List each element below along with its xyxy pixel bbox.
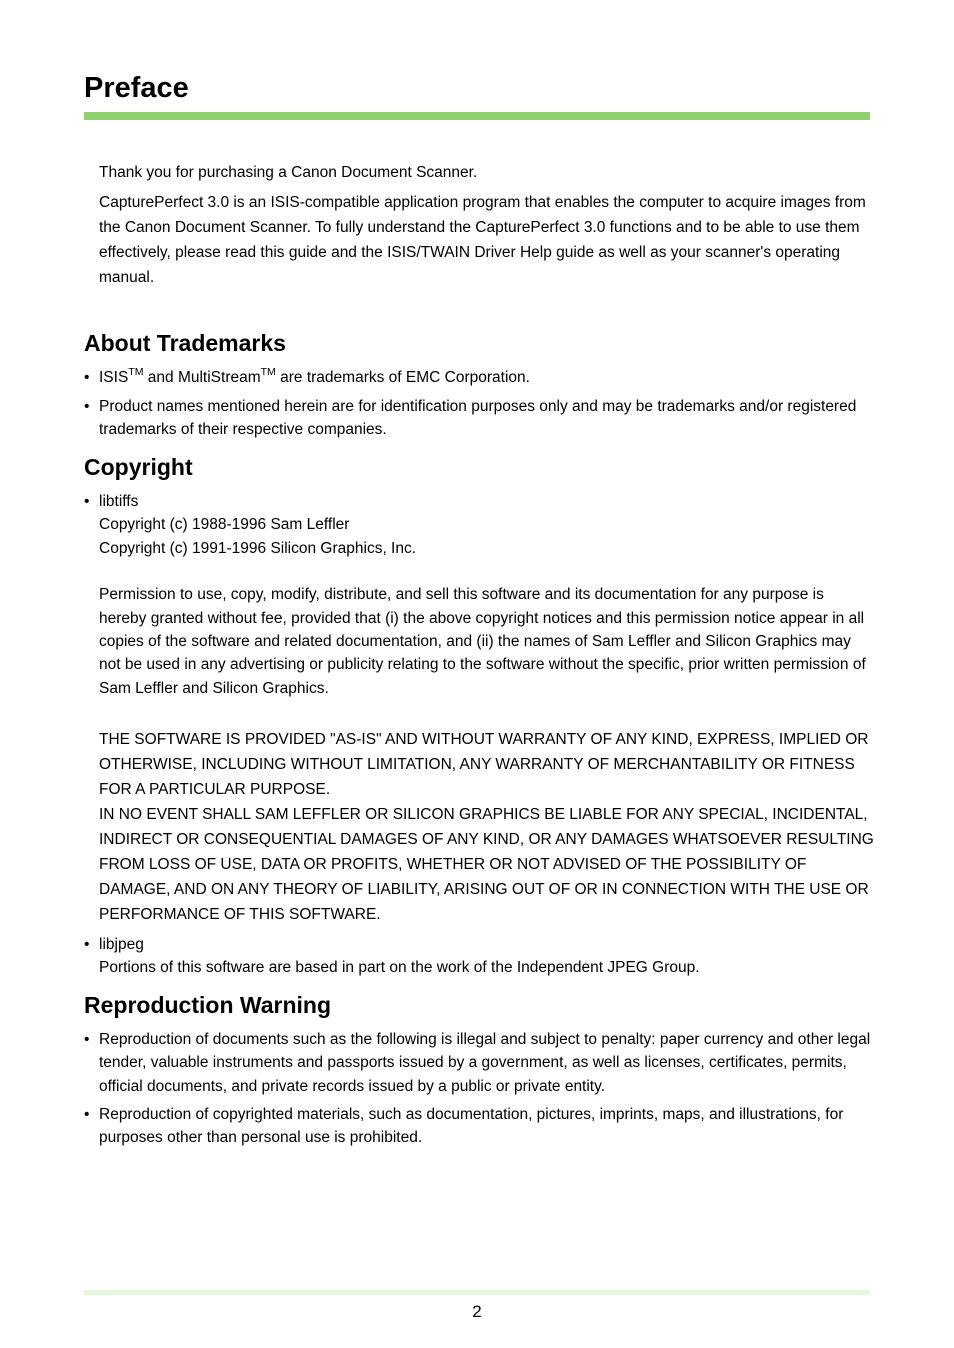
libtiff-liability: IN NO EVENT SHALL SAM LEFFLER OR SILICON GRAPHICS BE LIABLE FOR ANY SPECIAL, INCIDENTAL, INDIRECT OR CONSEQUENTIAL DAMAGES OF ANY KIND, OR ANY DAMAGES WHATSOEVER RESULTING FROM LOSS OF USE, DATA OR PROFITS, WHETHER OR NOT ADVISED OF THE POSSIBILITY OF DAMAGE, AND ON ANY THEORY OF LIABILITY, ARISING OUT OF OR IN CONNECTION WITH THE USE OR PERFORMANCE OF THIS SOFTWARE.	[99, 806, 874, 924]
bullet-icon: •	[84, 1031, 90, 1048]
trademark-item-isis	[84, 366, 874, 389]
libtiff-warranty: THE SOFTWARE IS PROVIDED "AS-IS" AND WITHOUT WARRANTY OF ANY KIND, EXPRESS, IMPLIED OR OTHERWISE, INCLUDING WITHOUT LIMITATION, ANY WARRANTY OF MERCHANTABILITY OR FITNESS FOR A PARTICULAR PURPOSE.	[99, 731, 869, 799]
trademark-symbol: TM	[260, 365, 276, 378]
libtiff-copyright-1: Copyright (c) 1988-1996 Sam Leffler	[99, 516, 350, 534]
bullet-icon: •	[84, 936, 90, 953]
trademark-owner: are trademarks of EMC Corporation.	[275, 369, 530, 386]
page-number: 2	[472, 1302, 482, 1321]
libtiff-copyright-2: Copyright (c) 1991-1996 Silicon Graphics, Inc.	[99, 539, 417, 557]
footer-divider	[84, 1290, 870, 1295]
trademark-symbol: TM	[128, 365, 144, 378]
trademark-item-text	[99, 366, 874, 389]
libjpeg-note: Portions of this software are based in part on the work of the Independent JPEG Group.	[99, 959, 700, 977]
intro-description: CapturePerfect 3.0 is an ISIS-compatible application program that enables the computer to acquire images from the Canon Document Scanner. To fully understand the CapturePerfect 3.0 functions and to be able to use them effectively, please read this guide and the ISIS/TWAIN Driver Help guide as well as your scanner's operating manual.	[99, 194, 866, 286]
reproduction-item-copyrighted	[84, 1103, 874, 1150]
intro-thanks: Thank you for purchasing a Canon Document Scanner.	[99, 164, 478, 181]
trademark-multistream: and MultiStream	[143, 369, 261, 386]
reproduction-copyrighted-text: Reproduction of copyrighted materials, such as documentation, pictures, imprints, maps, and illustrations, for purposes other than personal use is prohibited.	[99, 1106, 844, 1147]
trademark-isis: ISIS	[99, 369, 129, 386]
bullet-icon: •	[84, 398, 90, 415]
bullet-icon: •	[84, 1106, 90, 1123]
bullet-icon: •	[84, 493, 90, 510]
trademarks-heading: About Trademarks	[84, 330, 286, 356]
copyright-item-libtiff	[84, 490, 874, 927]
libtiff-permission: Permission to use, copy, modify, distribute, and sell this software and its documentation for any purpose is hereby granted without fee, provided that (i) the above copyright notices and this permission notice appear in all copies of the software and related documentation, and (ii) the names of Sam Leffler and Silicon Graphics may not be used in any advertising or publicity relating to the software without the specific, prior written permission of Sam Leffler and Silicon Graphics.	[99, 586, 866, 697]
trademark-item-products	[84, 395, 874, 442]
copyright-item-libjpeg	[84, 933, 874, 980]
reproduction-item-documents	[84, 1028, 874, 1098]
libtiff-name: libtiffs	[99, 493, 139, 510]
trademark-products-text: Product names mentioned herein are for identification purposes only and may be trademarks and/or registered trademarks of their respective companies.	[99, 398, 857, 439]
title-divider	[84, 112, 870, 120]
reproduction-heading: Reproduction Warning	[84, 992, 332, 1018]
copyright-heading: Copyright	[84, 454, 193, 480]
libjpeg-name: libjpeg	[99, 936, 144, 953]
bullet-icon: •	[84, 369, 90, 386]
reproduction-documents-text: Reproduction of documents such as the following is illegal and subject to penalty: paper currency and other legal tender, valuable instruments and passports issued by a government, as well as licenses, certificates, permits, official documents, and private records issued by a public or private entity.	[99, 1031, 871, 1095]
page-title: Preface	[84, 72, 189, 104]
